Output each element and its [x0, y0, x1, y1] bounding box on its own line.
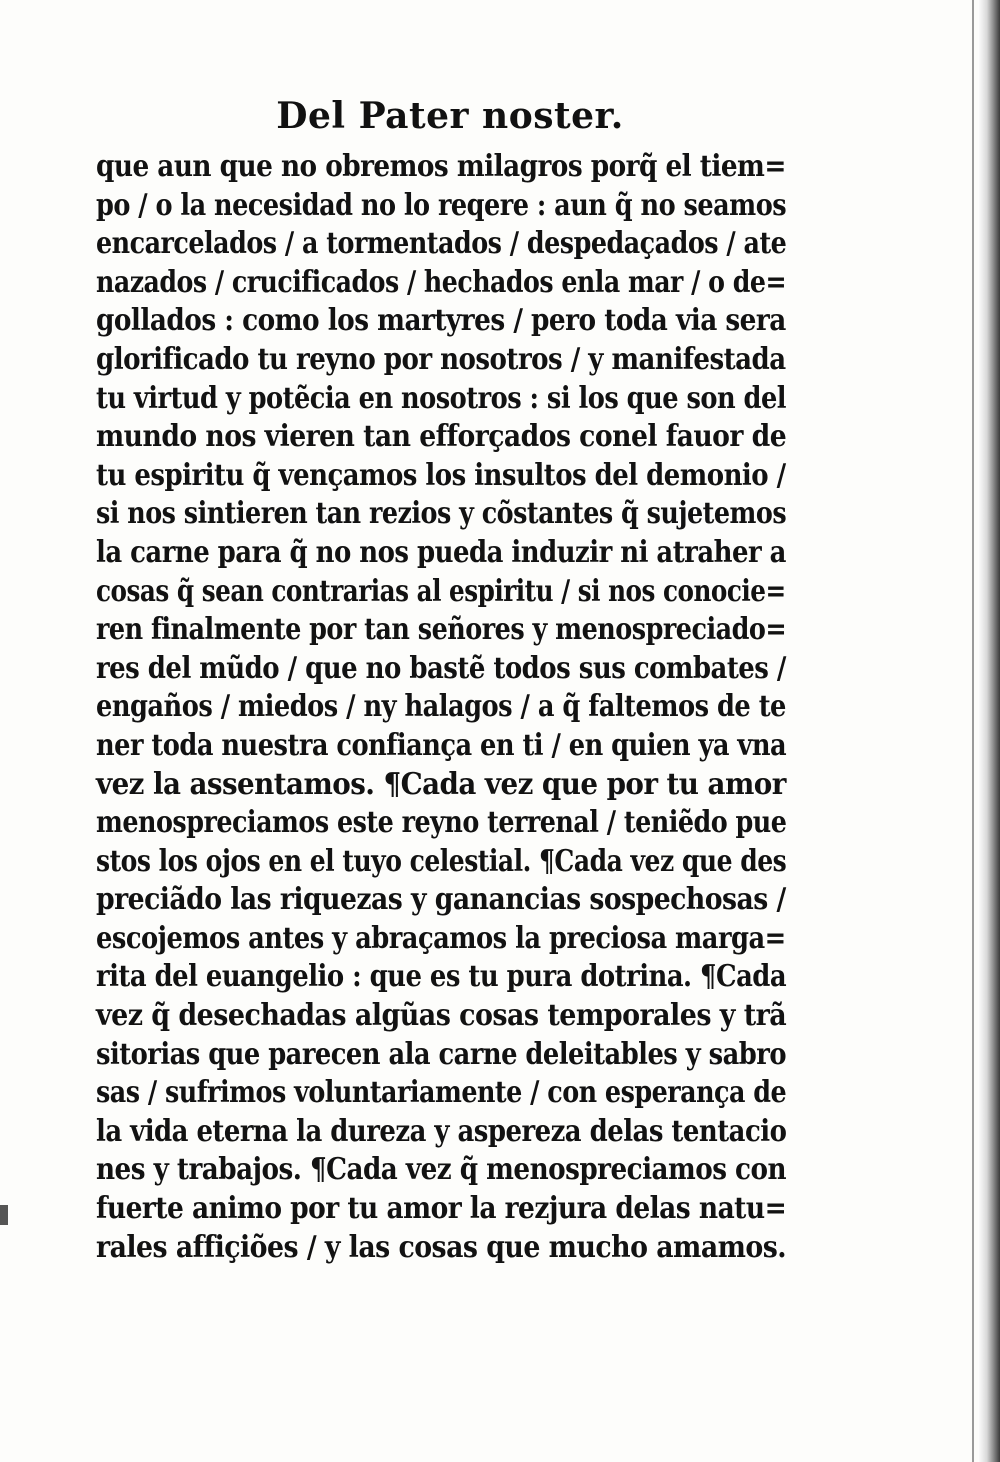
text-line: vez q̃ desechadas algũas cosas temporales y trã — [96, 998, 787, 1034]
text-line: engaños / miedos / ny halagos / a q̃ faltemos de te — [96, 689, 786, 725]
text-line: gollados : como los martyres / pero toda via sera — [96, 303, 786, 339]
text-line: cosas q̃ sean contrarias al espiritu / si nos conocie= — [96, 573, 786, 609]
binding-line — [972, 0, 974, 1462]
text-line: sas / sufrimos voluntariamente / con esperança de — [96, 1075, 787, 1111]
body-text — [96, 148, 786, 1267]
text-line: rales affiçiões / y las cosas que mucho amamos. — [96, 1229, 787, 1265]
text-line: menospreciamos este reyno terrenal / teniẽdo pue — [96, 805, 787, 841]
text-line: nazados / crucificados / hechados enla mar / o de= — [96, 264, 787, 300]
text-line: la carne para q̃ no nos pueda induzir ni atraher a — [96, 534, 786, 570]
text-line: nes y trabajos. ¶Cada vez q̃ menospreciamos con — [96, 1152, 787, 1188]
text-line: escojemos antes y abraçamos la preciosa marga= — [96, 920, 786, 956]
running-head: Del Pater noster. — [276, 95, 624, 137]
text-line: mundo nos vieren tan efforçados conel fauor de — [96, 419, 787, 455]
text-line: tu espiritu q̃ vençamos los insultos del demonio / — [96, 457, 786, 493]
text-line: sitorias que parecen ala carne deleitables y sabro — [96, 1036, 786, 1072]
text-line: vez la assentamos. ¶Cada vez que por tu amor — [96, 766, 786, 802]
text-line: ren finalmente por tan señores y menospreciado= — [96, 612, 787, 648]
text-line: fuerte animo por tu amor la rezjura delas natu= — [96, 1191, 787, 1227]
text-line: que aun que no obremos milagros porq̃ el tiem= — [96, 149, 786, 184]
text-line: glorificado tu reyno por nosotros / y manifestada — [96, 341, 786, 377]
text-line: res del mũdo / que no bastẽ todos sus combates / — [96, 650, 786, 686]
text-line: encarcelados / a tormentados / despedaçados / ate — [96, 226, 787, 262]
text-line: preciãdo las riquezas y ganancias sospechosas / — [96, 882, 786, 918]
text-line: tu virtud y potẽcia en nosotros : si los que son del — [96, 380, 786, 416]
text-line: ner toda nuestra confiança en ti / en quien ya vna — [96, 727, 787, 763]
text-line: po / o la necesidad no lo reqere : aun q̃ no seamos — [96, 187, 787, 223]
binding-gutter — [978, 0, 1000, 1462]
text-line: la vida eterna la dureza y aspereza delas tentacio — [96, 1113, 787, 1149]
text-line: rita del euangelio : que es tu pura dotrina. ¶Cada — [96, 959, 787, 995]
edge-mark — [0, 1205, 8, 1225]
text-line: stos los ojos en el tuyo celestial. ¶Cada vez que des — [96, 843, 787, 879]
text-line: si nos sintieren tan rezios y cõstantes q̃ sujetemos — [96, 496, 787, 532]
